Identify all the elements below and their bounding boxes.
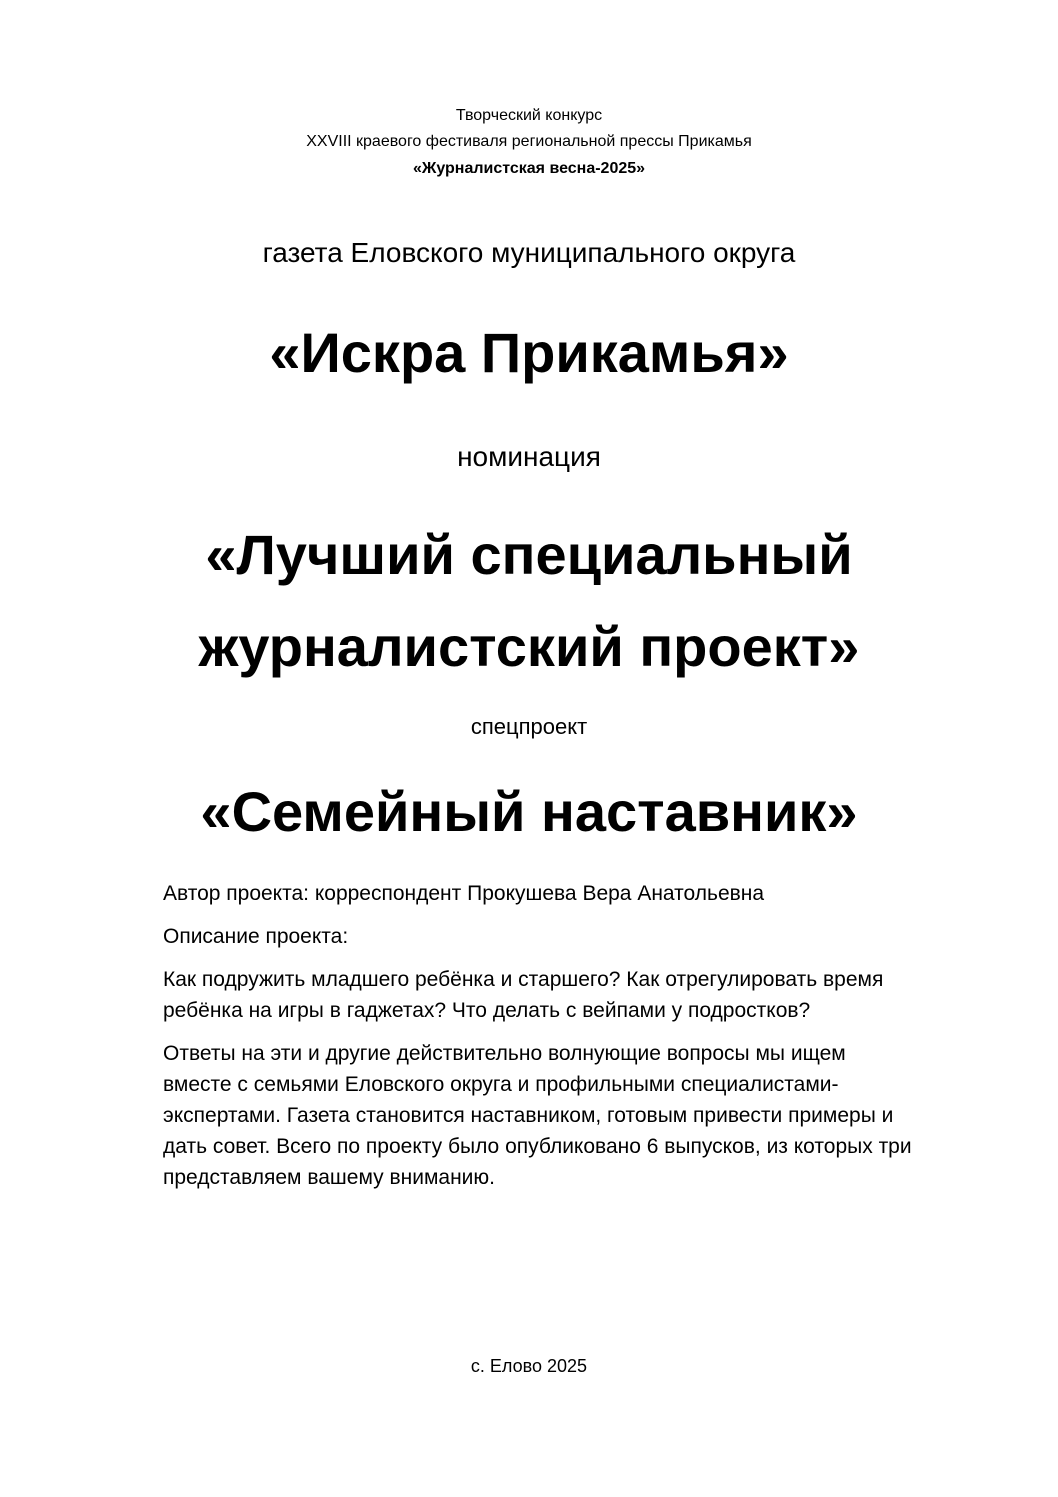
newspaper-caption: газета Еловского муниципального округа — [262, 237, 796, 268]
place-and-year: с. Елово 2025 — [470, 1356, 588, 1376]
nomination-title-line1: «Лучший специальный — [205, 523, 853, 586]
nomination-title-line2: журналистский проект» — [198, 615, 860, 678]
para2-line5: представляем вашему вниманию. — [163, 1166, 495, 1189]
festival-name: XXVIII краевого фестиваля региональной прессы Прикамья — [306, 133, 752, 150]
project-name: «Семейный наставник» — [200, 780, 858, 843]
description-label: Описание проекта: — [163, 925, 349, 948]
para1-line2: ребёнка на игры в гаджетах? Что делать с вейпами у подростков? — [163, 999, 811, 1022]
project-caption: спецпроект — [470, 714, 588, 739]
para2-line2: вместе с семьями Еловского округа и профильными специалистами- — [163, 1073, 839, 1096]
para2-line1: Ответы на эти и другие действительно волнующие вопросы мы ищем — [163, 1042, 846, 1065]
project-details — [163, 878, 993, 1193]
newspaper-name: «Искра Прикамья» — [269, 321, 789, 384]
contest-title: Творческий конкурс — [455, 107, 603, 124]
para1-line1: Как подружить младшего ребёнка и старшего? Как отрегулировать время — [163, 968, 884, 991]
author-line: Автор проекта: корреспондент Прокушева Вера Анатольевна — [163, 882, 765, 905]
para2-line4: дать совет. Всего по проекту было опубликовано 6 выпусков, из которых три — [163, 1135, 912, 1158]
para2-line3: экспертами. Газета становится наставником, готовым привести примеры и — [163, 1104, 894, 1127]
festival-subtitle: «Журналистская весна-2025» — [412, 160, 646, 177]
nomination-caption: номинация — [457, 441, 601, 472]
